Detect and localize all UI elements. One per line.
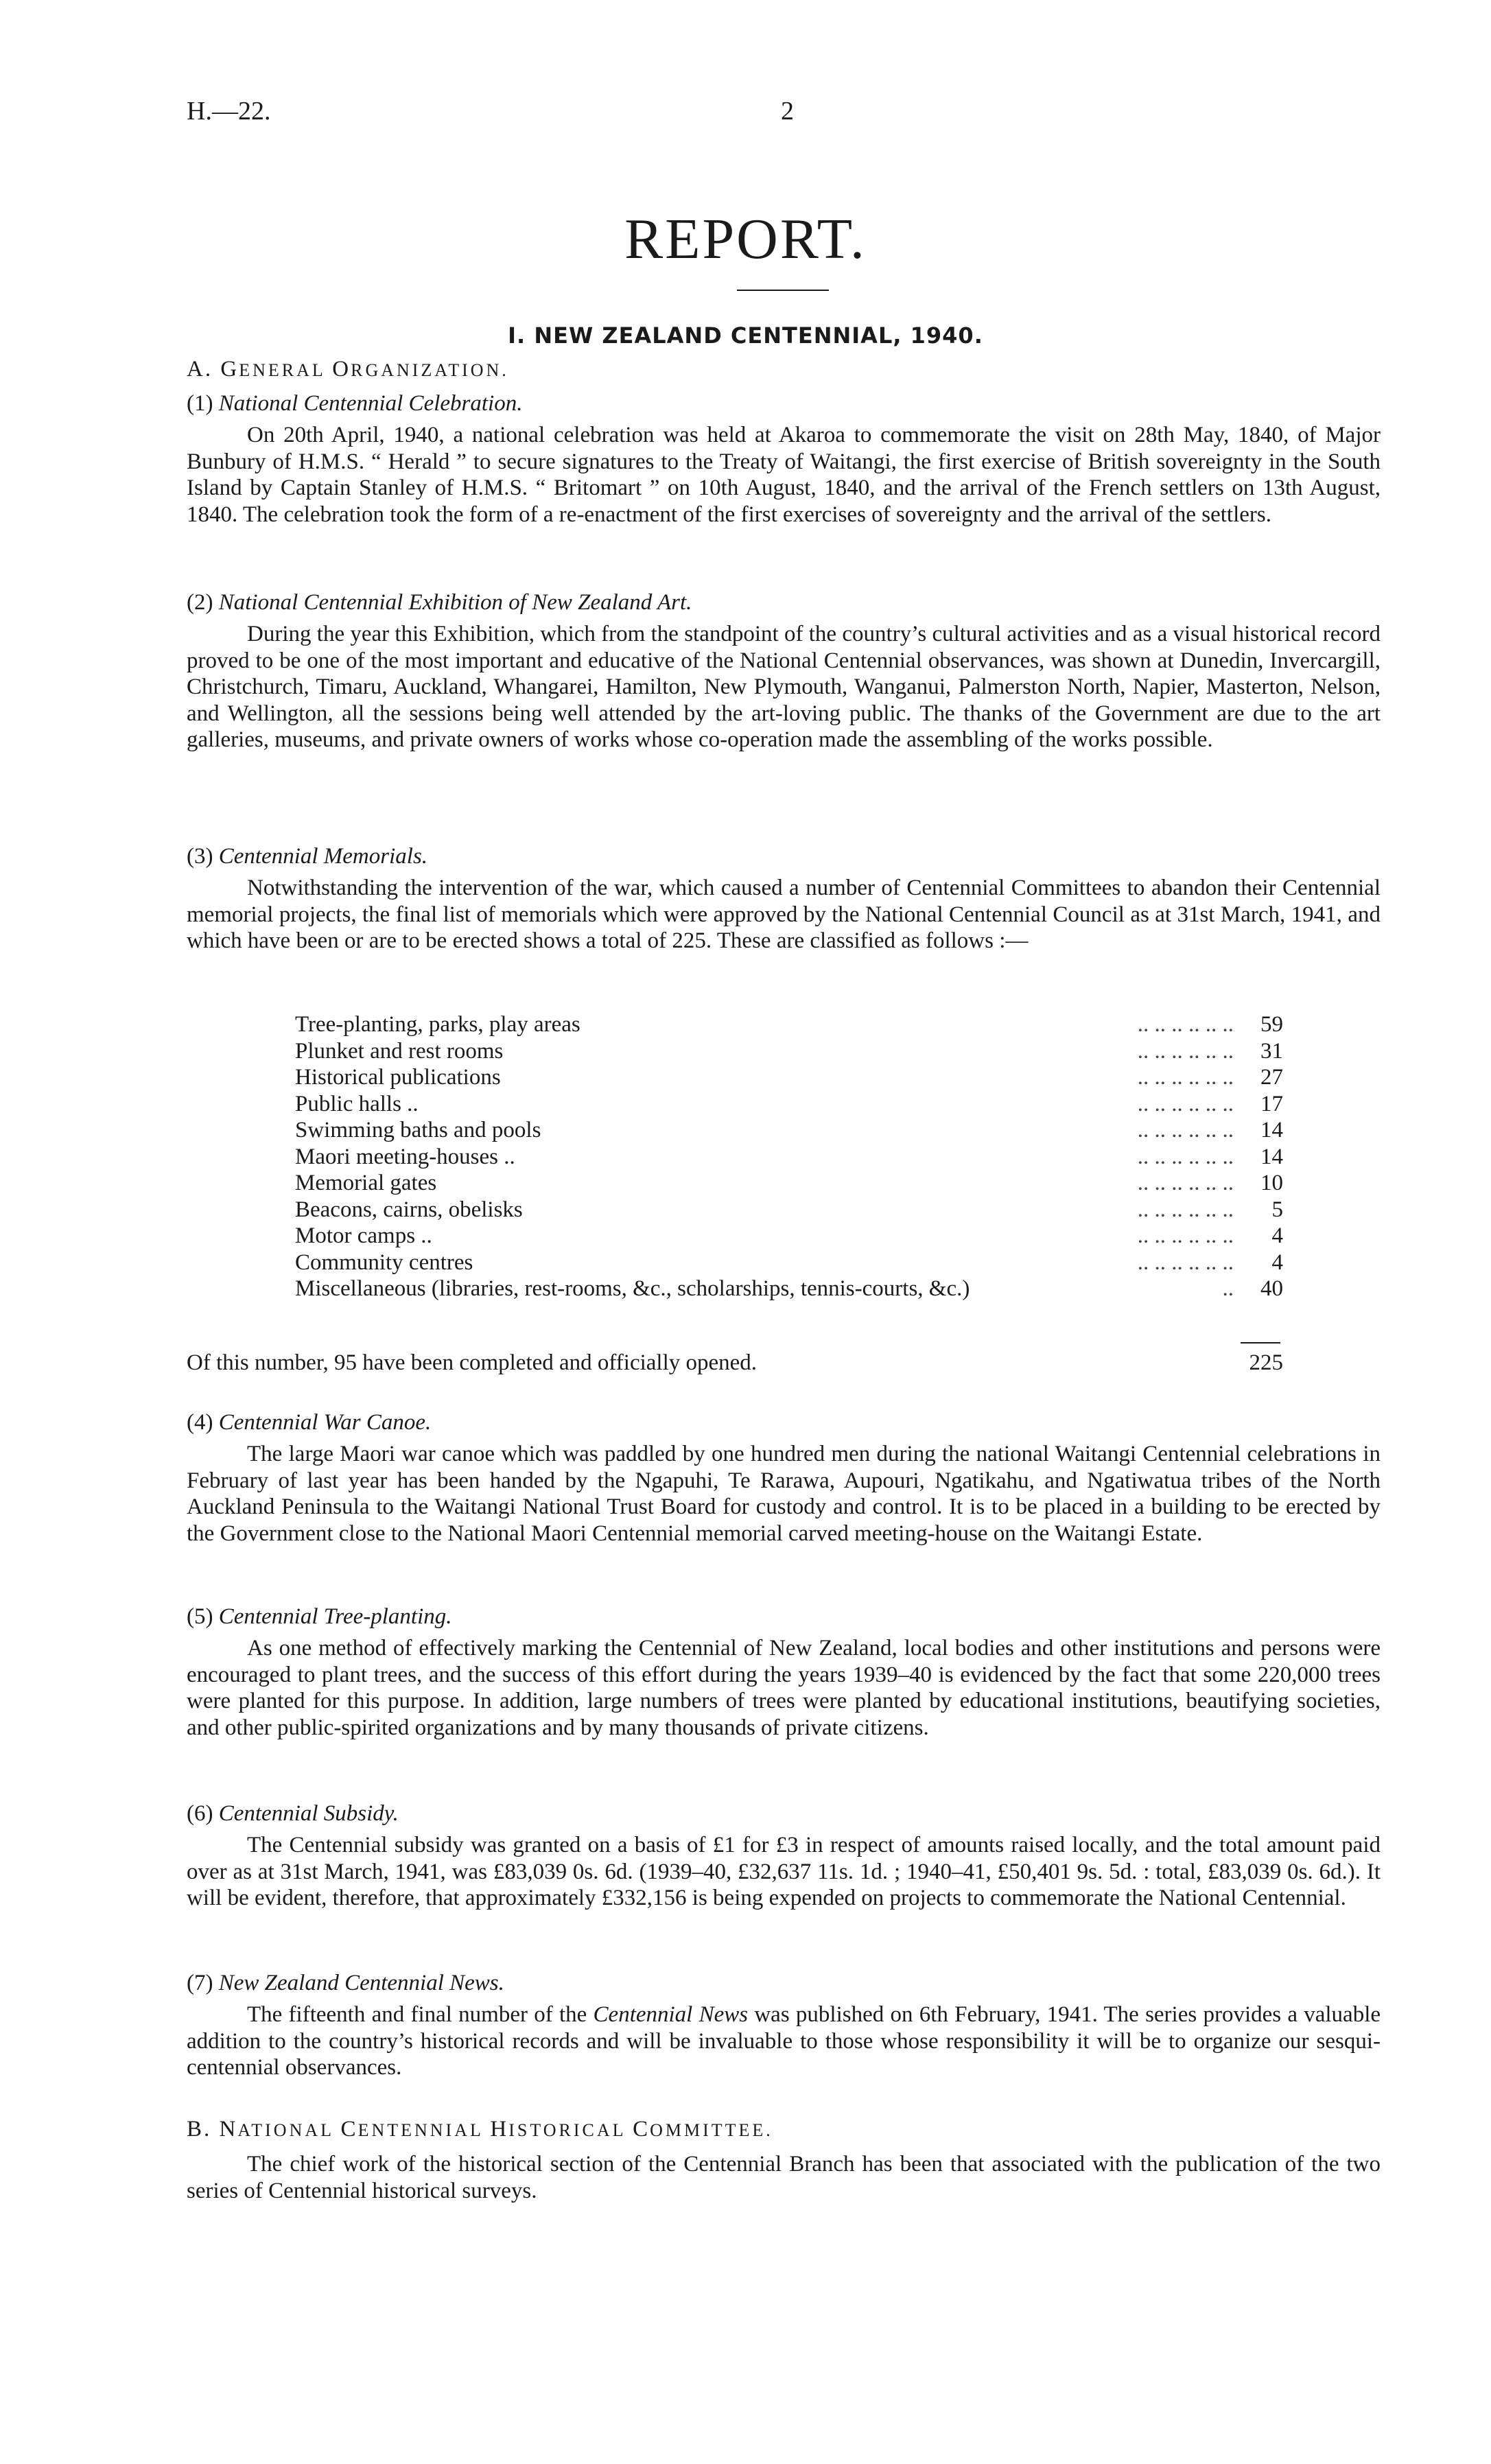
table-row: Memorial gates .. .. .. .. .. .. 10 xyxy=(295,1171,1283,1195)
table-row: Swimming baths and pools .. .. .. .. .. .. 14 xyxy=(295,1118,1283,1142)
table-row: Tree-planting, parks, play areas .. .. .. .. .. .. 59 xyxy=(295,1012,1283,1037)
table-row: Public halls .. .. .. .. .. .. .. 17 xyxy=(295,1091,1283,1116)
page-number: 2 xyxy=(781,97,794,126)
item-1-heading: (1) National Centennial Celebration. xyxy=(187,391,523,416)
item-3-title: Centennial Memorials. xyxy=(218,844,428,869)
item-6-paragraph: The Centennial subsidy was granted on a basis of £1 for £3 in respect of amounts raised locally, and the total amount paid over as at 31st March, 1941, was £83,039 0s. 6d. (1939–40, £32,637 11s. 1d. ; 1940–41, £50,401 9s. 5d. : total, £83,039 0s. 6d.). It will be evident, therefore, that approximately £332,156 is being expended on projects to commemorate the National Centennial. xyxy=(187,1833,1381,1910)
subsection-b-heading: B. NATIONAL CENTENNIAL HISTORICAL COMMITTEE. xyxy=(187,2117,773,2142)
table-row: Plunket and rest rooms .. .. .. .. .. .. 31 xyxy=(295,1038,1283,1064)
table-row: Motor camps .. .. .. .. .. .. .. 4 xyxy=(295,1223,1283,1248)
memorials-total-line xyxy=(187,1350,1283,1376)
item-7-text-start: The fifteenth and final number of the xyxy=(247,2002,594,2027)
item-3-heading: (3) Centennial Memorials. xyxy=(187,844,428,869)
item-4-title: Centennial War Canoe. xyxy=(218,1410,432,1435)
item-7-title: New Zealand Centennial News. xyxy=(218,1971,504,1995)
item-7-heading: (7) New Zealand Centennial News. xyxy=(187,1971,504,1995)
item-7-paragraph xyxy=(187,2002,1381,2081)
table-row: Beacons, cairns, obelisks .. .. .. .. .. .. 5 xyxy=(295,1197,1283,1222)
item-2-paragraph: During the year this Exhibition, which from the standpoint of the country’s cultural activities and as a visual historical record proved to be one of the most important and educative of the National Centennial observances, was shown at Dunedin, Invercargill, Christchurch, Timaru, Auckland, Whangarei, Hamilton, New Plymouth, Wanganui, Palmerston North, Napier, Masterton, Nelson, and Wellington, all the sessions being well attended by the art-loving public. The thanks of the Government are due to the art galleries, museums, and private owners of works whose co-operation made the assembling of the works possible. xyxy=(187,622,1381,752)
item-2-heading: (2) National Centennial Exhibition of New Zealand Art. xyxy=(187,590,692,615)
memorials-total: 225 xyxy=(1249,1350,1283,1375)
item-6-title: Centennial Subsidy. xyxy=(218,1801,399,1826)
total-rule xyxy=(1241,1342,1280,1344)
item-5-paragraph: As one method of effectively marking the Centennial of New Zealand, local bodies and other institutions and persons were encouraged to plant trees, and the success of this effort during the years 1939–40 is evidenced by the fact that some 220,000 trees were planted for this purpose. In addition, large numbers of trees were planted by educational institutions, beautifying societies, and other public-spirited organizations and by many thousands of private citizens. xyxy=(187,1636,1381,1740)
item-4-heading: (4) Centennial War Canoe. xyxy=(187,1410,432,1435)
item-5-title: Centennial Tree-planting. xyxy=(218,1604,452,1629)
section-title: I. NEW ZEALAND CENTENNIAL, 1940. xyxy=(508,322,983,349)
item-2-title: National Centennial Exhibition of New Zealand Art. xyxy=(218,590,692,615)
document-reference: H.—22. xyxy=(187,97,271,126)
report-title: REPORT. xyxy=(624,207,867,271)
table-row: Historical publications .. .. .. .. .. .. 27 xyxy=(295,1065,1283,1090)
item-7-news-title: Centennial News xyxy=(593,2002,749,2027)
item-7-text-end: was published on 6th February, 1941. The series provides a valuable addition to the country’s historical records and will be invaluable to those whose responsibility it will be to organize our sesqui-centennial observances. xyxy=(187,2002,1381,2080)
item-5-heading: (5) Centennial Tree-planting. xyxy=(187,1604,452,1629)
title-rule xyxy=(737,290,829,291)
memorials-table xyxy=(295,1012,1283,1303)
table-row: Community centres .. .. .. .. .. .. 4 xyxy=(295,1249,1283,1275)
item-1-paragraph: On 20th April, 1940, a national celebration was held at Akaroa to commemorate the visit on 28th May, 1840, of Major Bunbury of H.M.S. “ Herald ” to secure signatures to the Treaty of Waitangi, the first exercise of British sovereignty in the South Island by Captain Stanley of H.M.S. “ Britomart ” on 10th August, 1840, and the arrival of the French settlers on 13th August, 1840. The celebration took the form of a re-enactment of the first exercises of sovereignty and the arrival of the settlers. xyxy=(187,423,1381,527)
item-3-paragraph: Notwithstanding the intervention of the war, which caused a number of Centennial Committees to abandon their Centennial memorial projects, the final list of memorials which were approved by the National Centennial Council as at 31st March, 1941, and which have been or are to be erected shows a total of 225. These are classified as follows :— xyxy=(187,876,1381,953)
item-4-paragraph: The large Maori war canoe which was paddled by one hundred men during the national Waitangi Centennial celebrations in February of last year has been handed by the Ngapuhi, Te Rarawa, Aupouri, Ngatikahu, and Ngatiwatua tribes of the North Auckland Peninsula to the Waitangi National Trust Board for custody and control. It is to be placed in a building to be erected by the Government close to the National Maori Centennial memorial carved meeting-house on the Waitangi Estate. xyxy=(187,1442,1381,1546)
item-6-heading: (6) Centennial Subsidy. xyxy=(187,1801,399,1826)
table-row: Maori meeting-houses .. .. .. .. .. .. .. 14 xyxy=(295,1144,1283,1169)
item-1-title: National Centennial Celebration. xyxy=(218,391,523,416)
subsection-a-heading: A. GENERAL ORGANIZATION. xyxy=(187,357,509,382)
memorials-summary: Of this number, 95 have been completed and officially opened. xyxy=(187,1350,758,1375)
subsection-b-paragraph: The chief work of the historical section of the Centennial Branch has been that associated with the publication of the two series of Centennial historical surveys. xyxy=(187,2152,1381,2203)
table-row: Miscellaneous (libraries, rest-rooms, &c., scholarships, tennis-courts, &c.) .. 40 xyxy=(295,1276,1283,1301)
